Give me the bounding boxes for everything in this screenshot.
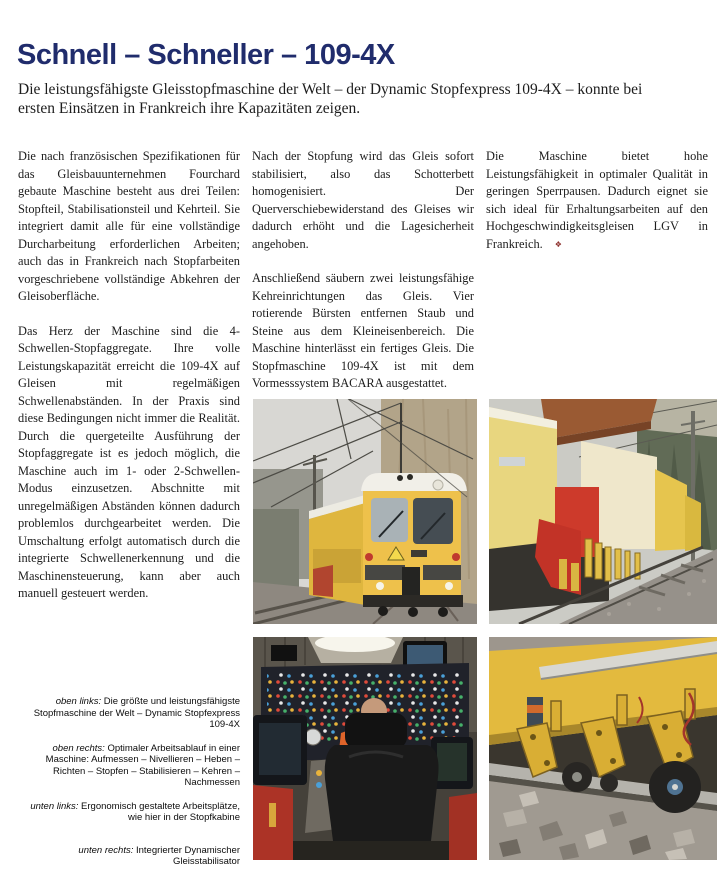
caption-text: Ergonomisch gestaltete Arbeitsplätze, wie hier in der Stopfkabine xyxy=(78,800,240,823)
machine-front-illustration xyxy=(253,399,477,624)
paragraph: Anschließend säubern zwei leistungsfähige Kehreinrichtungen das Gleis. Vier rotierende Bürsten entfernen Staub und Steine aus dem Kleineisenbereich. Die Maschine hinterlässt ein fertiges Gleis. Die Stopfmaschine 109-4X ist mit dem Vormesssystem BACARA ausgestattet. xyxy=(252,271,474,390)
caption-text: Optimaler Arbeitsablauf in einer Maschine: Aufmessen – Nivellieren – Heben – Richten – Stopfen – Stabilisieren – Kehren – Nachmessen xyxy=(45,742,240,788)
page-subtitle: Die leistungsfähigste Gleisstopfmaschine der Welt – der Dynamic Stopfexpress 109-4X – konnte bei ersten Einsätzen in Frankreich ihre Kapazitäten zeigen. xyxy=(18,80,643,117)
caption-text: Die größte und leistungsfähigste Stopfmaschine der Welt – Dynamic Stopfexpress 109-4X xyxy=(33,696,240,730)
caption-lead: oben rechts: xyxy=(52,742,105,754)
machine-side-illustration xyxy=(489,399,717,624)
caption-unten-rechts xyxy=(18,845,240,868)
paragraph: Das Herz der Maschine sind die 4-Schwellen-Stopfaggregate. Ihre volle Leistungskapazität erreicht die 109-4X auf Gleisen mit regelmäßigen Schwellenabständen. In der Praxis sind diese Bedingungen nicht immer die Realität. Durch die quergeteilte Ausführung der Stopfaggregate ist es jedoch möglich, die Maschine auch im 1- oder 2-Schwellen-Modus einzusetzen. Abschnitte mit unregelmäßigen Abständen können dadurch problemlos durchgearbeitet werden. Die Umschaltung erfolgt automatisch durch die integrierte Schwellenerkennung und die Maschinensteuerung, kann aber auch manuell gesteuert werden. xyxy=(18,323,240,600)
caption-oben-links xyxy=(18,696,240,731)
photo-tamping-machine-side xyxy=(489,399,717,624)
page-title: Schnell – Schneller – 109-4X xyxy=(17,39,395,72)
caption-oben-rechts xyxy=(18,743,240,789)
caption-lead: unten rechts: xyxy=(78,844,134,856)
stabilizer-illustration xyxy=(489,637,717,860)
paragraph: Die nach französischen Spezifikationen für das Gleisbauunternehmen Fourchard gebaute Maschine besteht aus drei Teilen: Stopfteil, Stabilisationsteil und Kehrteil. Sie integriert damit alle für eine vollständige Durcharbeitung erforderlichen Arbeiten; auch das in Frankreich nach Stopfarbeiten vorgeschriebene vollständige Abkehren der Gleisoberfläche. xyxy=(18,149,240,303)
caption-unten-links xyxy=(18,801,240,824)
caption-lead: unten links: xyxy=(30,800,79,812)
photo-track-stabilizer xyxy=(489,637,717,860)
cabin-interior-illustration xyxy=(253,637,477,860)
paragraph-text: Die Maschine bietet hohe Leistungsfähigkeit in optimaler Qualität in geringen Sperrpausen. Dadurch eignet sie sich ideal für Erhaltungsarbeiten auf den Hochgeschwindigkeitsgleisen LGV in Frankreich. xyxy=(486,149,708,251)
end-of-article-mark: ❖ xyxy=(554,239,562,249)
paragraph xyxy=(486,148,708,253)
article-column-1 xyxy=(18,148,240,620)
article-column-3 xyxy=(486,148,708,270)
caption-text: Integrierter Dynamischer Gleisstabilisator xyxy=(133,844,240,867)
captions-block xyxy=(18,696,240,872)
photo-tamping-machine-front xyxy=(253,399,477,624)
photo-operator-cabin xyxy=(253,637,477,860)
article-column-2 xyxy=(252,148,474,410)
caption-lead: oben links: xyxy=(55,696,102,707)
paragraph: Nach der Stopfung wird das Gleis sofort stabilisiert, also das Schotterbett homogenisiert. Der Querverschiebewiderstand des Gleises wir dadurch erhöht und die Lagesicherheit angehoben. xyxy=(252,149,474,251)
